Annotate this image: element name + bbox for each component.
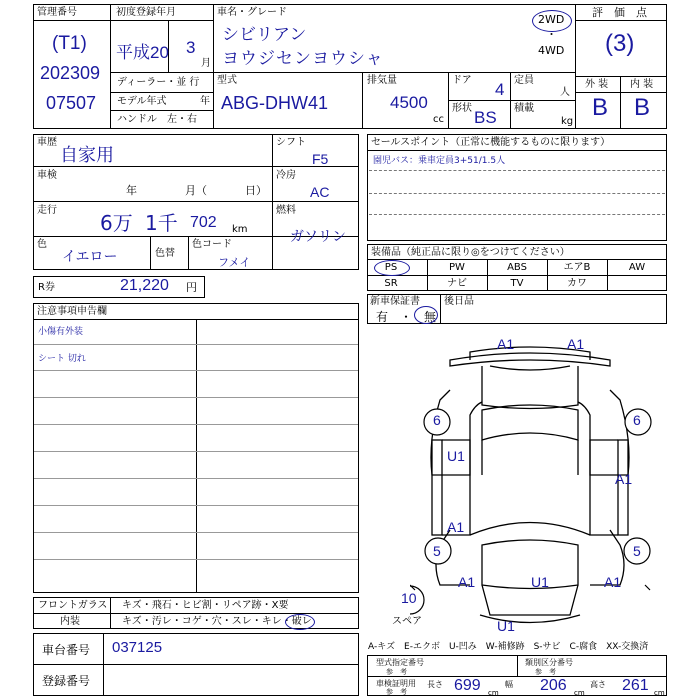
divider <box>213 72 575 73</box>
divider <box>440 294 441 324</box>
warranty-label: 新車保証書 <box>370 296 420 307</box>
divider <box>448 100 575 101</box>
model-desig-ref: 参 考 <box>386 668 407 676</box>
equip-airbag: エアB <box>563 262 591 273</box>
divider <box>110 597 111 629</box>
divider <box>110 110 213 111</box>
cert-label: 車検証明用 <box>376 679 416 688</box>
damage-mark: 6 <box>433 412 441 428</box>
reg-era: 平成20 <box>116 43 169 62</box>
displacement-unit: cc <box>433 114 444 125</box>
notes-rule <box>34 559 358 560</box>
mileage-rest: 702 <box>190 214 217 231</box>
height-label: 高さ <box>590 680 606 689</box>
class-desig-ref: 参 考 <box>535 668 556 676</box>
ac-value: AC <box>310 184 330 200</box>
inspection-year: 年 <box>126 184 137 197</box>
doors-value: 4 <box>495 80 505 99</box>
history-label: 車歴 <box>37 137 57 148</box>
damage-mark: A1 <box>458 574 476 590</box>
recycle-unit: 円 <box>186 281 197 294</box>
length-unit: cm <box>488 689 499 697</box>
divider <box>33 613 359 614</box>
exterior-grade: B <box>592 94 609 121</box>
registration-label: 登録番号 <box>42 674 91 688</box>
reg-month-unit: 月 <box>201 58 211 69</box>
damage-mark: U1 <box>497 618 515 634</box>
equip-aw: AW <box>628 262 646 273</box>
class-desig-label: 類別区分番号 <box>525 658 573 667</box>
damage-mark: A1 <box>604 574 622 590</box>
damage-mark: 5 <box>633 543 641 559</box>
mileage-man: 6万 <box>100 211 133 235</box>
divider <box>110 92 213 93</box>
interior-label: 内 装 <box>630 79 654 90</box>
color-change-label: 色替 <box>155 248 175 259</box>
damage-mark: A1 <box>447 519 465 535</box>
equip-pw: PW <box>449 262 465 273</box>
lot-number-1: 202309 <box>40 63 101 83</box>
model-desig-label: 型式指定番号 <box>376 658 424 667</box>
car-grade: ヨウジセンヨウシャ <box>222 49 384 69</box>
divider <box>517 655 518 676</box>
car-name: シビリアン <box>222 25 307 45</box>
divider <box>150 236 151 270</box>
width-unit: cm <box>574 689 585 697</box>
damage-mark: A1 <box>615 471 633 487</box>
damage-mark: 5 <box>433 543 441 559</box>
damage-mark: U1 <box>447 448 465 464</box>
sales-label: セールスポイント（正常に機能するものに限ります） <box>371 137 611 148</box>
notes-rule <box>34 532 358 533</box>
divider <box>196 319 197 593</box>
equip-sr: SR <box>384 278 398 289</box>
divider <box>620 76 621 129</box>
divider <box>33 664 359 665</box>
inspection-month: 月（ <box>185 184 207 197</box>
warranty-value: 有 ・ 無 <box>376 310 437 324</box>
mileage-unit: km <box>232 224 248 235</box>
damage-mark: U1 <box>531 574 549 590</box>
width-label: 幅 <box>505 680 513 689</box>
drive-4wd: 4WD <box>538 44 565 57</box>
color-code: フメイ <box>218 256 251 269</box>
divider <box>575 4 576 129</box>
windshield-values: キズ・飛石・ヒビ割・リペア跡・X要 <box>122 600 289 611</box>
damage-mark: A1 <box>497 336 515 352</box>
recycle-label: R券 <box>38 282 55 293</box>
damage-legend: A-キズ E-エクボ U-凹み W-補修跡 S-サビ C-腐食 XX-交換済 <box>368 642 649 652</box>
model-year-label: モデル年式 <box>117 96 167 107</box>
notes-rule <box>34 505 358 506</box>
exterior-label: 外 装 <box>585 79 609 90</box>
interior-cond-label: 内装 <box>60 616 80 627</box>
spare-label: スペア <box>392 616 422 627</box>
fuel-label: 燃料 <box>276 205 296 216</box>
divider <box>188 236 189 270</box>
divider <box>110 20 213 21</box>
drive-dot: ・ <box>546 28 557 41</box>
type-value: ABG-DHW41 <box>221 93 329 113</box>
divider <box>575 20 667 21</box>
ac-label: 冷房 <box>276 170 296 181</box>
shift-label: シフト <box>276 137 306 148</box>
displacement-value: 4500 <box>390 93 428 112</box>
fuel-value: ガソリン <box>290 229 346 245</box>
cert-ref: 参 考 <box>386 688 407 696</box>
grade-score: (3) <box>605 30 635 57</box>
chassis-label: 車台番号 <box>42 643 91 657</box>
interior-grade: B <box>634 94 651 121</box>
divider <box>33 20 110 21</box>
equip-abs: ABS <box>507 262 527 273</box>
recycle-value: 21,220 <box>120 277 169 294</box>
notes-rule <box>34 478 358 479</box>
load-label: 積載 <box>514 103 534 114</box>
capacity-label: 定員 <box>514 75 534 86</box>
venue-code: (T1) <box>52 33 87 54</box>
history-value: 自家用 <box>60 145 114 166</box>
height-unit: cm <box>654 689 665 697</box>
color-value: イエロー <box>62 249 118 265</box>
spare-mark: 10 <box>401 590 417 606</box>
notes-label: 注意事項申告欄 <box>37 306 107 317</box>
reg-month: 3 <box>186 38 196 57</box>
inspection-day: 日） <box>245 184 267 197</box>
equip-navi: ナビ <box>447 278 467 289</box>
damage-mark: A1 <box>567 336 585 352</box>
warranty-circle <box>414 306 438 324</box>
lot-number-2: 07507 <box>46 93 97 113</box>
notes-rule <box>34 451 358 452</box>
windshield-label: フロントガラス <box>38 600 108 611</box>
recycle-frame <box>33 276 205 298</box>
sales-line-1: 園児バス：乗車定員3+51/1.5人 <box>373 156 506 166</box>
year-unit: 年 <box>200 96 210 107</box>
manual-label: 後日品 <box>444 296 474 307</box>
length-value: 699 <box>454 677 481 694</box>
shape-value: BS <box>474 108 497 127</box>
divider <box>367 150 667 151</box>
divider <box>362 72 363 129</box>
divider <box>367 275 667 276</box>
shape-label: 形状 <box>452 103 472 114</box>
divider <box>575 76 667 77</box>
notes-rule <box>34 424 358 425</box>
notes-rule <box>34 344 358 345</box>
mgmt-label: 管理番号 <box>37 7 77 18</box>
shift-value: F5 <box>312 151 329 167</box>
sales-rule <box>369 193 665 194</box>
load-unit: kg <box>561 116 574 127</box>
type-label: 型式 <box>217 75 237 86</box>
divider <box>33 201 359 202</box>
grade-label: 評 価 点 <box>592 6 647 19</box>
notes-rule <box>34 370 358 371</box>
divider <box>103 633 104 696</box>
sales-rule <box>369 214 665 215</box>
equipment-label: 装備品（純正品に限り◎をつけてください） <box>371 247 570 258</box>
chassis-value: 037125 <box>112 639 163 656</box>
sales-rule <box>369 170 665 171</box>
reg-label: 初度登録年月 <box>116 7 176 18</box>
notes-line-1: 小傷有外装 <box>38 327 84 337</box>
mileage-label: 走行 <box>37 205 57 216</box>
length-label: 長さ <box>427 680 443 689</box>
dealer-label: ディーラー・並 行 <box>117 77 200 88</box>
color-label: 色 <box>37 239 47 250</box>
divider <box>575 92 667 93</box>
height-value: 261 <box>622 677 649 694</box>
notes-line-2: シート 切れ <box>38 354 86 364</box>
car-label: 車名・グレード <box>217 7 287 18</box>
mileage-sen: 1千 <box>145 211 178 235</box>
divider <box>272 134 273 270</box>
divider <box>110 72 213 73</box>
damage-mark: 6 <box>633 412 641 428</box>
drive-2wd: 2WD <box>538 13 565 26</box>
divider <box>213 4 214 129</box>
equip-leather: カワ <box>567 278 587 289</box>
capacity-unit: 人 <box>560 87 570 98</box>
displacement-label: 排気量 <box>367 75 397 86</box>
notes-rule <box>34 397 358 398</box>
kire-circle <box>285 614 315 630</box>
width-value: 206 <box>540 677 567 694</box>
handle-label: ハンドル 左・右 <box>117 114 197 125</box>
equip-tv: TV <box>510 278 524 289</box>
inspection-label: 車検 <box>37 170 57 181</box>
divider <box>367 259 667 260</box>
interior-values: キズ・汚レ・コゲ・穴・スレ・キレ・破レ <box>122 616 312 627</box>
color-code-label: 色コード <box>192 239 232 250</box>
doors-label: ドア <box>452 75 472 86</box>
equip-ps: PS <box>384 262 398 273</box>
